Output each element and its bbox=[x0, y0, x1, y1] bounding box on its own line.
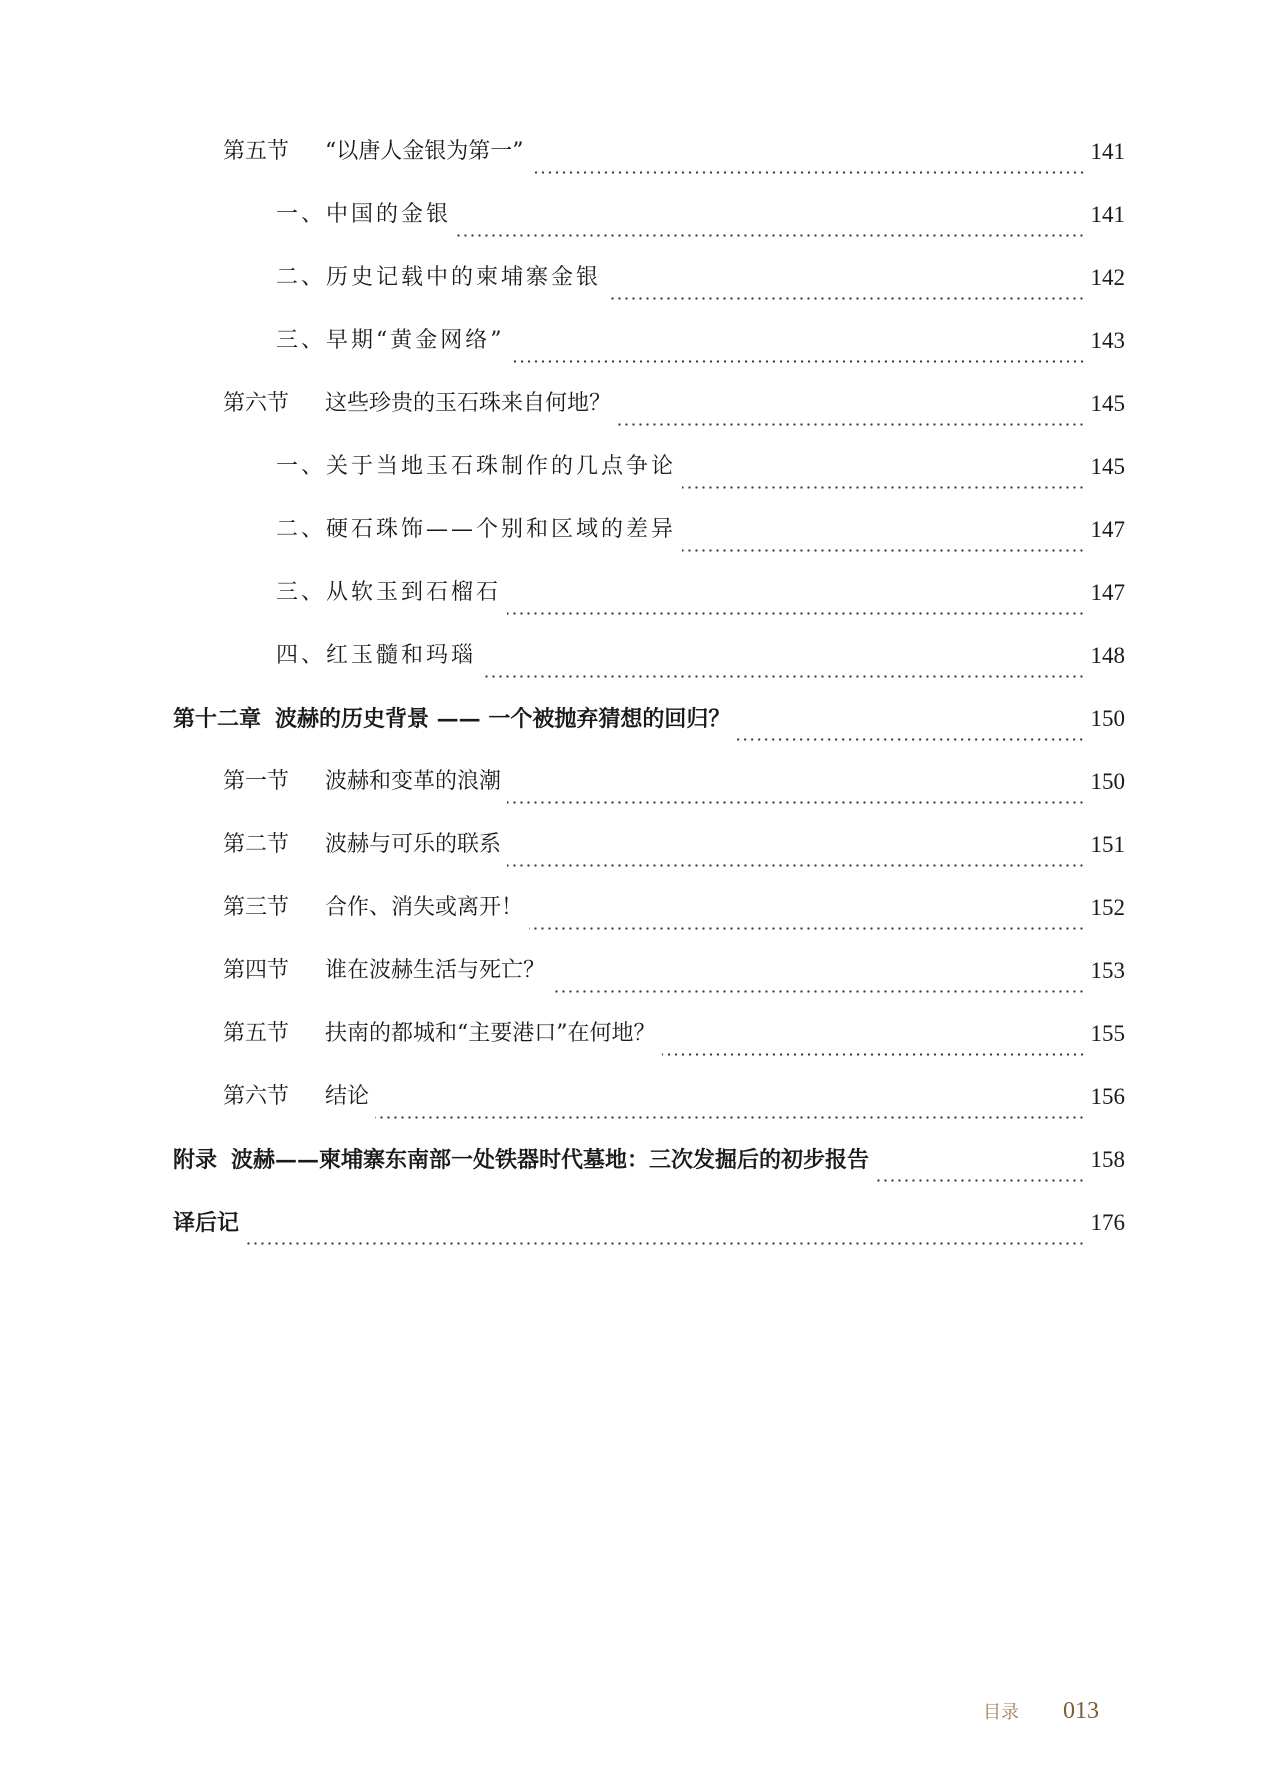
toc-entry-page: 147 bbox=[1090, 517, 1125, 542]
dot-leader bbox=[682, 486, 1085, 489]
toc-entry-title: 二、硬石珠饰——个别和区域的差异 bbox=[276, 516, 677, 542]
toc-entry-afterword[interactable] bbox=[173, 1191, 1125, 1254]
toc-entry-title: 波赫和变革的浪潮 bbox=[325, 768, 502, 794]
toc-entry-label: 第一节 bbox=[223, 768, 290, 794]
toc-entry-title: 三、从软玉到石榴石 bbox=[276, 579, 502, 605]
dot-leader bbox=[875, 1179, 1085, 1182]
toc-entry-page: 156 bbox=[1090, 1084, 1125, 1109]
toc-entry-page: 145 bbox=[1090, 391, 1125, 416]
toc-entry-page: 148 bbox=[1090, 643, 1125, 668]
toc-entry-page: 141 bbox=[1090, 139, 1125, 164]
toc-entry-section[interactable] bbox=[173, 939, 1125, 1002]
toc-entry-label: 第十二章 bbox=[173, 705, 262, 732]
toc-entry-section[interactable] bbox=[173, 372, 1125, 435]
toc-entry-page: 176 bbox=[1090, 1210, 1125, 1235]
toc-entry-label: 第五节 bbox=[223, 1020, 290, 1046]
footer-section-label: 目录 bbox=[983, 1702, 1019, 1723]
toc-entry-title: 一、关于当地玉石珠制作的几点争论 bbox=[276, 453, 677, 479]
toc-entry-page: 147 bbox=[1090, 580, 1125, 605]
toc-entry-page: 143 bbox=[1090, 328, 1125, 353]
toc-entry-subsection[interactable] bbox=[173, 246, 1125, 309]
toc-entry-subsection[interactable] bbox=[173, 561, 1125, 624]
toc-entry-chapter[interactable] bbox=[173, 687, 1125, 750]
toc-entry-title: 一、中国的金银 bbox=[276, 201, 452, 227]
toc-entry-page: 158 bbox=[1090, 1147, 1125, 1172]
dot-leader bbox=[457, 234, 1085, 237]
toc-entry-title: 四、红玉髓和玛瑙 bbox=[276, 642, 477, 668]
toc-entry-page: 151 bbox=[1090, 832, 1125, 857]
toc-entry-section[interactable] bbox=[173, 876, 1125, 939]
toc-entry-page: 155 bbox=[1090, 1021, 1125, 1046]
toc-entry-page: 141 bbox=[1090, 202, 1125, 227]
toc-entry-title: 波赫与可乐的联系 bbox=[325, 831, 502, 857]
table-of-contents bbox=[173, 120, 1125, 1254]
toc-entry-title: 合作、消失或离开！ bbox=[325, 894, 524, 920]
toc-entry-page: 152 bbox=[1090, 895, 1125, 920]
page-footer bbox=[983, 1698, 1099, 1725]
toc-entry-section[interactable] bbox=[173, 1002, 1125, 1065]
dot-leader bbox=[530, 171, 1086, 174]
toc-entry-page: 142 bbox=[1090, 265, 1125, 290]
toc-entry-title: “以唐人金银为第一” bbox=[325, 138, 524, 164]
toc-entry-title: 这些珍贵的玉石珠来自何地？ bbox=[325, 390, 612, 416]
toc-entry-label: 第三节 bbox=[223, 894, 290, 920]
dot-leader bbox=[375, 1116, 1085, 1119]
toc-entry-label: 第四节 bbox=[223, 957, 290, 983]
dot-leader bbox=[529, 927, 1085, 930]
toc-entry-subsection[interactable] bbox=[173, 183, 1125, 246]
toc-entry-subsection[interactable] bbox=[173, 435, 1125, 498]
toc-entry-subsection[interactable] bbox=[173, 624, 1125, 687]
toc-entry-page: 145 bbox=[1090, 454, 1125, 479]
toc-entry-title: 结论 bbox=[325, 1083, 370, 1109]
toc-entry-section[interactable] bbox=[173, 813, 1125, 876]
toc-entry-page: 150 bbox=[1090, 706, 1125, 731]
toc-entry-subsection[interactable] bbox=[173, 498, 1125, 561]
dot-leader bbox=[551, 990, 1085, 993]
toc-entry-title: 波赫的历史背景 —— 一个被抛弃猜想的回归？ bbox=[275, 705, 731, 732]
toc-entry-title: 译后记 bbox=[173, 1209, 240, 1236]
dot-leader bbox=[511, 360, 1086, 363]
toc-entry-page: 153 bbox=[1090, 958, 1125, 983]
toc-entry-section[interactable] bbox=[173, 750, 1125, 813]
toc-entry-section[interactable] bbox=[173, 120, 1125, 183]
toc-entry-label: 附录 bbox=[173, 1146, 218, 1173]
toc-entry-appendix[interactable] bbox=[173, 1128, 1125, 1191]
dot-leader bbox=[607, 297, 1085, 300]
dot-leader bbox=[507, 801, 1085, 804]
toc-entry-title: 扶南的都城和“主要港口”在何地？ bbox=[325, 1020, 656, 1046]
dot-leader bbox=[662, 1053, 1086, 1056]
dot-leader bbox=[507, 612, 1085, 615]
toc-entry-page: 150 bbox=[1090, 769, 1125, 794]
toc-entry-section[interactable] bbox=[173, 1065, 1125, 1128]
dot-leader bbox=[482, 675, 1085, 678]
dot-leader bbox=[736, 738, 1085, 741]
toc-entry-label: 第二节 bbox=[223, 831, 290, 857]
toc-entry-label: 第五节 bbox=[223, 138, 290, 164]
dot-leader bbox=[245, 1242, 1085, 1245]
toc-entry-label: 第六节 bbox=[223, 390, 290, 416]
toc-entry-title: 谁在波赫生活与死亡？ bbox=[325, 957, 546, 983]
toc-entry-title: 三、早期“黄金网络” bbox=[276, 327, 505, 353]
footer-page-number: 013 bbox=[1063, 1698, 1099, 1724]
toc-entry-title: 波赫——柬埔寨东南部一处铁器时代墓地：三次发掘后的初步报告 bbox=[231, 1146, 870, 1173]
dot-leader bbox=[617, 423, 1085, 426]
toc-entry-label: 第六节 bbox=[223, 1083, 290, 1109]
dot-leader bbox=[682, 549, 1085, 552]
toc-entry-subsection[interactable] bbox=[173, 309, 1125, 372]
toc-entry-title: 二、历史记载中的柬埔寨金银 bbox=[276, 264, 602, 290]
dot-leader bbox=[507, 864, 1085, 867]
